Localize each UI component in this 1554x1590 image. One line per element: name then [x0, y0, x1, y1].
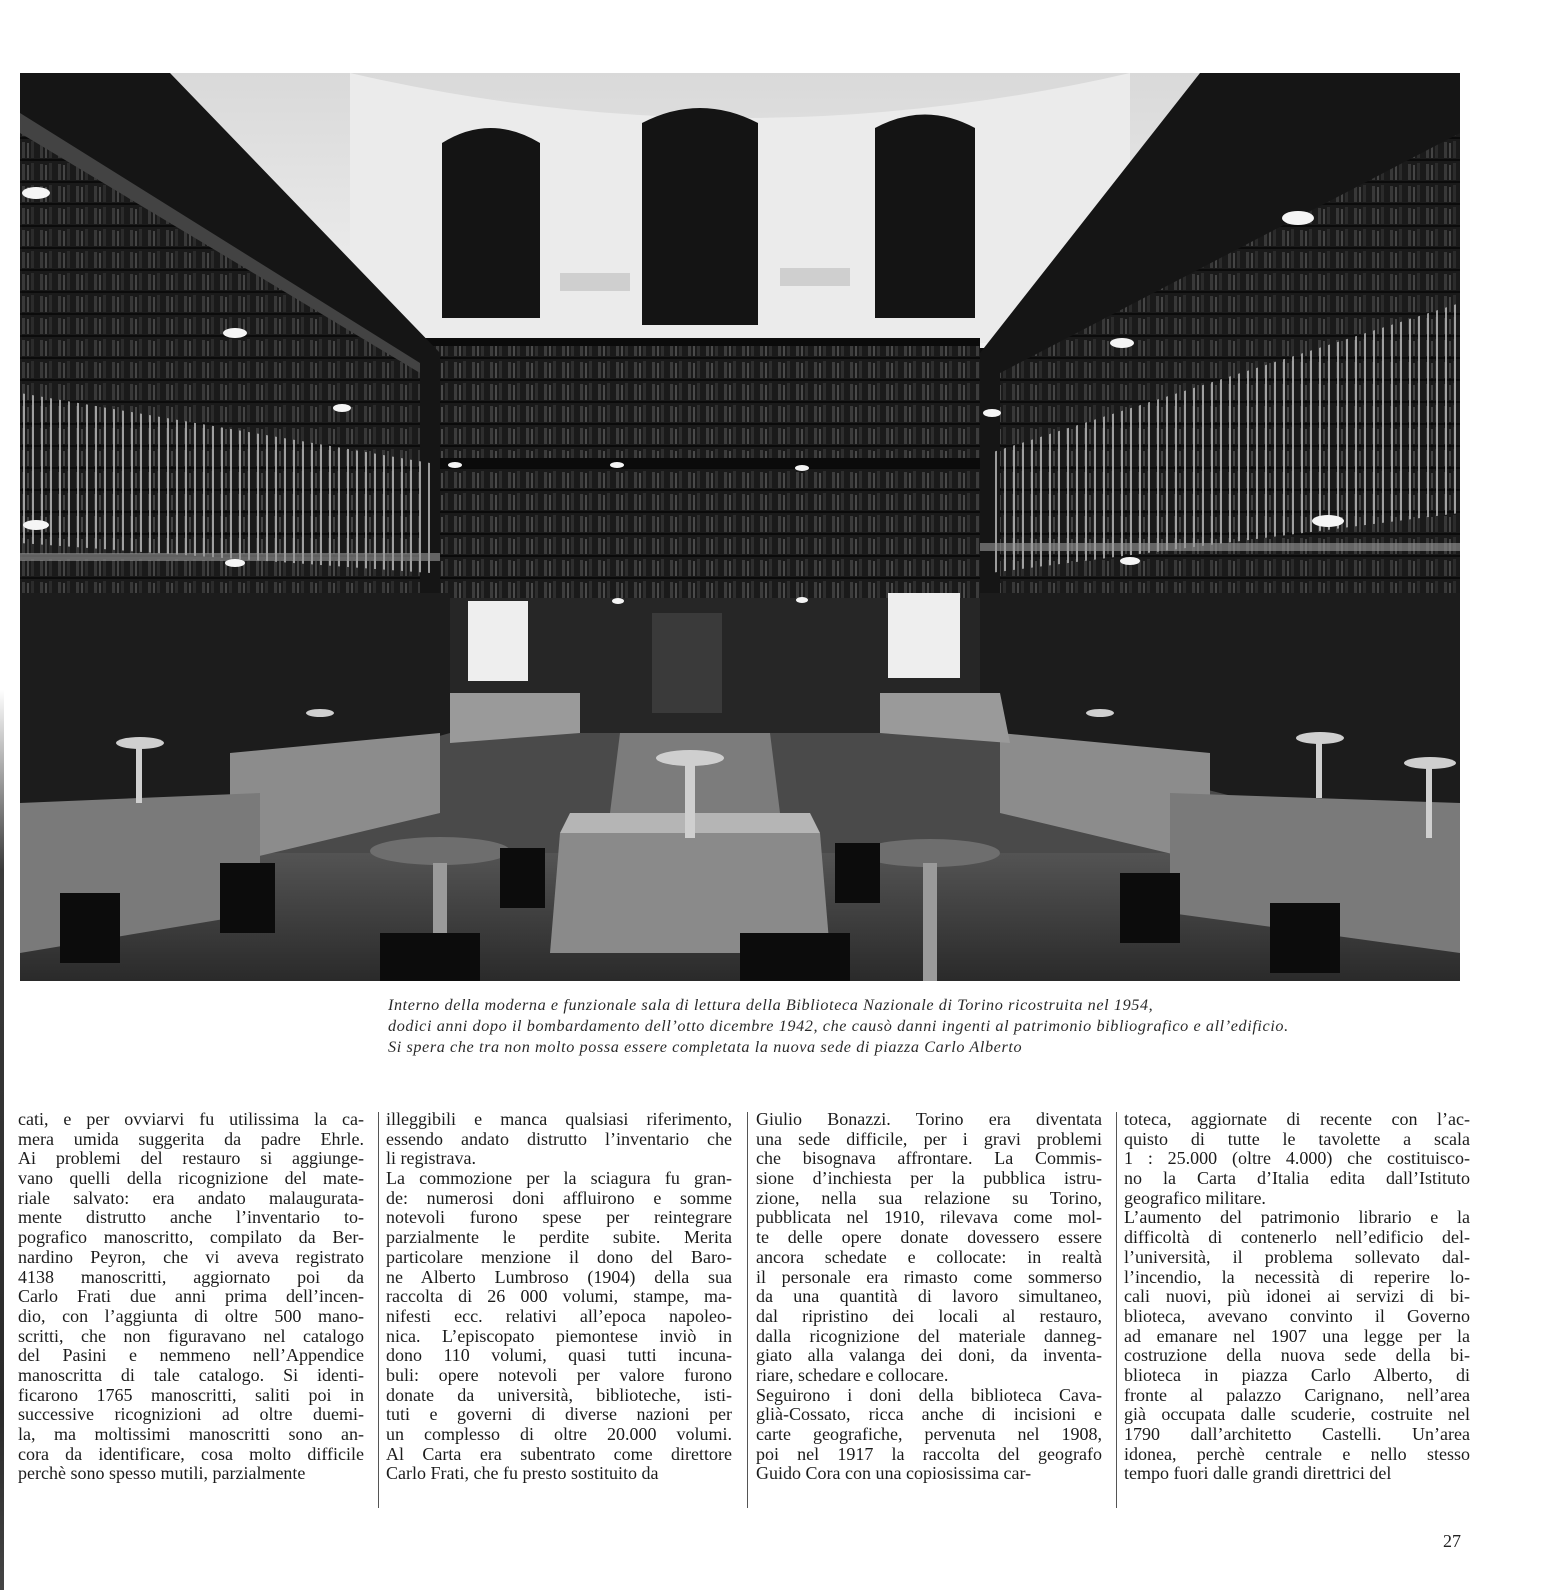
column-divider	[747, 1112, 748, 1508]
reading-room-illustration	[20, 73, 1460, 981]
text-line: cora da identificare, cosa molto difficile	[18, 1443, 364, 1464]
text-line: ne Alberto Lumbroso (1904) della sua	[386, 1266, 732, 1287]
photo-caption	[388, 995, 1448, 1058]
text-line: mera umida suggerita da padre Ehrle.	[18, 1128, 364, 1149]
text-line: l’università, il problema sollevato dal-	[1124, 1246, 1470, 1267]
caption-line: Si spera che tra non molto possa essere completata la nuova sede di piazza Carlo Alberto	[388, 1038, 1023, 1056]
text-line: successive ricognizioni ad oltre duemi-	[18, 1404, 364, 1425]
caption-line: Interno della moderna e funzionale sala di lettura della Biblioteca Nazionale di Torino ricostruita nel 1954,	[388, 996, 1154, 1014]
text-column-4	[1124, 1110, 1470, 1484]
text-line: te delle opere donate dovessero essere	[756, 1227, 1102, 1248]
text-line: manoscritta di tale catalogo. Si identi-	[18, 1364, 364, 1385]
text-line: notevoli furono spese per reintegrare	[386, 1207, 732, 1228]
text-column-2	[386, 1110, 732, 1484]
text-line: un complesso di oltre 20.000 volumi.	[386, 1424, 732, 1444]
text-line: ancora schedate e collocate: in realtà	[756, 1246, 1102, 1267]
text-line: L’aumento del patrimonio librario e la	[1124, 1207, 1470, 1228]
caption-line: dodici anni dopo il bombardamento dell’otto dicembre 1942, che causò danni ingenti al patrimonio bibliografico e all’edificio.	[388, 1017, 1289, 1035]
text-line: poi nel 1917 la raccolta del geografo	[756, 1443, 1102, 1464]
text-line: vano quelli della ricognizione del mate-	[18, 1168, 364, 1189]
text-line: del Pasini e nemmeno nell’Appendice	[18, 1345, 364, 1366]
text-line: La commozione per la sciagura fu gran-	[386, 1168, 732, 1189]
text-line: zione, nella sua relazione su Torino,	[756, 1187, 1102, 1208]
text-line: essendo andato distrutto l’inventario che	[386, 1128, 732, 1149]
text-line: dal ripristino dei locali al restauro,	[756, 1305, 1102, 1326]
text-line: parzialmente le perdite subite. Merita	[386, 1227, 732, 1248]
text-line: dio, con l’aggiunta di oltre 500 mano-	[18, 1305, 364, 1326]
text-line: l’incendio, la necessità di reperire lo-	[1124, 1266, 1470, 1287]
text-line: mente distrutto anche l’inventario to-	[18, 1207, 364, 1228]
text-line: ficarono 1765 manoscritti, saliti poi in	[18, 1384, 364, 1405]
text-line: costruzione della nuova sede della bi-	[1124, 1345, 1470, 1366]
text-line: pubblicata nel 1910, rilevava come mol-	[756, 1207, 1102, 1228]
text-line: Ai problemi del restauro si aggiunge-	[18, 1148, 364, 1169]
text-line: da una quantità di lavoro simultaneo,	[756, 1286, 1102, 1307]
text-line: no la Carta d’Italia edita dall’Istituto	[1124, 1168, 1470, 1189]
text-line: tempo fuori dalle grandi direttrici del	[1124, 1463, 1392, 1484]
column-divider	[1116, 1112, 1117, 1508]
text-line: toteca, aggiornate di recente con l’ac-	[1124, 1109, 1470, 1129]
text-line: Al Carta era subentrato come direttore	[386, 1443, 732, 1464]
text-line: 1 : 25.000 (oltre 4.000) che costituisco-	[1124, 1148, 1470, 1169]
text-line: blioteca, avevano convinto il Governo	[1124, 1305, 1470, 1326]
text-line: la, ma moltissimi manoscritti sono an-	[18, 1424, 364, 1444]
text-column-3	[756, 1110, 1102, 1484]
page-edge-shadow	[0, 690, 4, 1590]
text-line: difficoltà di contenerlo nell’edificio del-	[1124, 1227, 1470, 1248]
text-line: nifesti ecc. relativi all’epoca napoleo-	[386, 1305, 732, 1326]
text-line: già occupata dalle scuderie, costruite nel	[1124, 1404, 1470, 1425]
text-line: riare, schedare e collocare.	[756, 1364, 949, 1385]
text-line: il personale era rimasto come sommerso	[756, 1266, 1102, 1287]
text-line: giato alla valanga dei doni, da inventa-	[756, 1345, 1102, 1366]
column-divider	[378, 1112, 379, 1508]
text-line: li registrava.	[386, 1148, 476, 1169]
text-line: geografico militare.	[1124, 1187, 1266, 1208]
text-line: scritti, che non figuravano nel catalogo	[18, 1325, 364, 1346]
text-line: che bisognava affrontare. La Commis-	[756, 1148, 1102, 1169]
text-line: idonea, perchè centrale e nello stesso	[1124, 1443, 1470, 1464]
text-line: fronte al palazzo Carignano, nell’area	[1124, 1384, 1470, 1405]
text-line: nica. L’episcopato piemontese inviò in	[386, 1325, 732, 1346]
page-number: 27	[1443, 1531, 1461, 1551]
text-line: carte geografiche, pervenuta nel 1908,	[756, 1424, 1102, 1444]
text-line: Seguirono i doni della biblioteca Cava-	[756, 1384, 1102, 1405]
text-line: 1790 dall’architetto Castelli. Un’area	[1124, 1424, 1470, 1444]
text-line: glià-Cossato, ricca anche di incisioni e	[756, 1404, 1102, 1425]
text-line: Carlo Frati, che fu presto sostituito da	[386, 1463, 659, 1484]
text-line: tuti e governi di diverse nazioni per	[386, 1404, 732, 1425]
text-line: buli: opere notevoli per valore furono	[386, 1364, 732, 1385]
text-line: pografico manoscritto, compilato da Ber-	[18, 1227, 364, 1248]
text-line: nardino Peyron, che vi aveva registrato	[18, 1246, 364, 1267]
text-line: una sede difficile, per i gravi problemi	[756, 1128, 1102, 1149]
text-line: illeggibili e manca qualsiasi riferimento,	[386, 1109, 732, 1129]
text-line: dalla ricognizione del materiale danneg-	[756, 1325, 1102, 1346]
text-line: cali nuovi, più idonei ai servizi di bi-	[1124, 1286, 1470, 1307]
text-line: ad emanare nel 1907 una legge per la	[1124, 1325, 1470, 1346]
text-line: raccolta di 26 000 volumi, stampe, ma-	[386, 1286, 732, 1307]
text-line: Carlo Frati due anni prima dell’incen-	[18, 1286, 364, 1307]
text-line: blioteca in piazza Carlo Alberto, di	[1124, 1364, 1470, 1385]
text-line: donate da università, biblioteche, isti-	[386, 1384, 732, 1405]
library-reading-room-photo	[20, 73, 1460, 981]
text-line: cati, e per ovviarvi fu utilissima la ca-	[18, 1109, 364, 1129]
text-line: perchè sono spesso mutili, parzialmente	[18, 1463, 306, 1484]
text-line: quisto di tutte le tavolette a scala	[1124, 1128, 1470, 1149]
text-line: sione d’inchiesta per la pubblica istru-	[756, 1168, 1102, 1189]
text-line: de: numerosi doni affluirono e somme	[386, 1187, 732, 1208]
text-line: Giulio Bonazzi. Torino era diventata	[756, 1109, 1102, 1129]
text-line: Guido Cora con una copiosissima car-	[756, 1463, 1032, 1484]
text-line: 4138 manoscritti, aggiornato poi da	[18, 1266, 364, 1287]
text-line: particolare menzione il dono del Baro-	[386, 1246, 732, 1267]
text-column-1	[18, 1110, 364, 1484]
text-line: riale salvato: era andato malaugurata-	[18, 1187, 364, 1208]
text-line: dono 110 volumi, quasi tutti incuna-	[386, 1345, 732, 1366]
